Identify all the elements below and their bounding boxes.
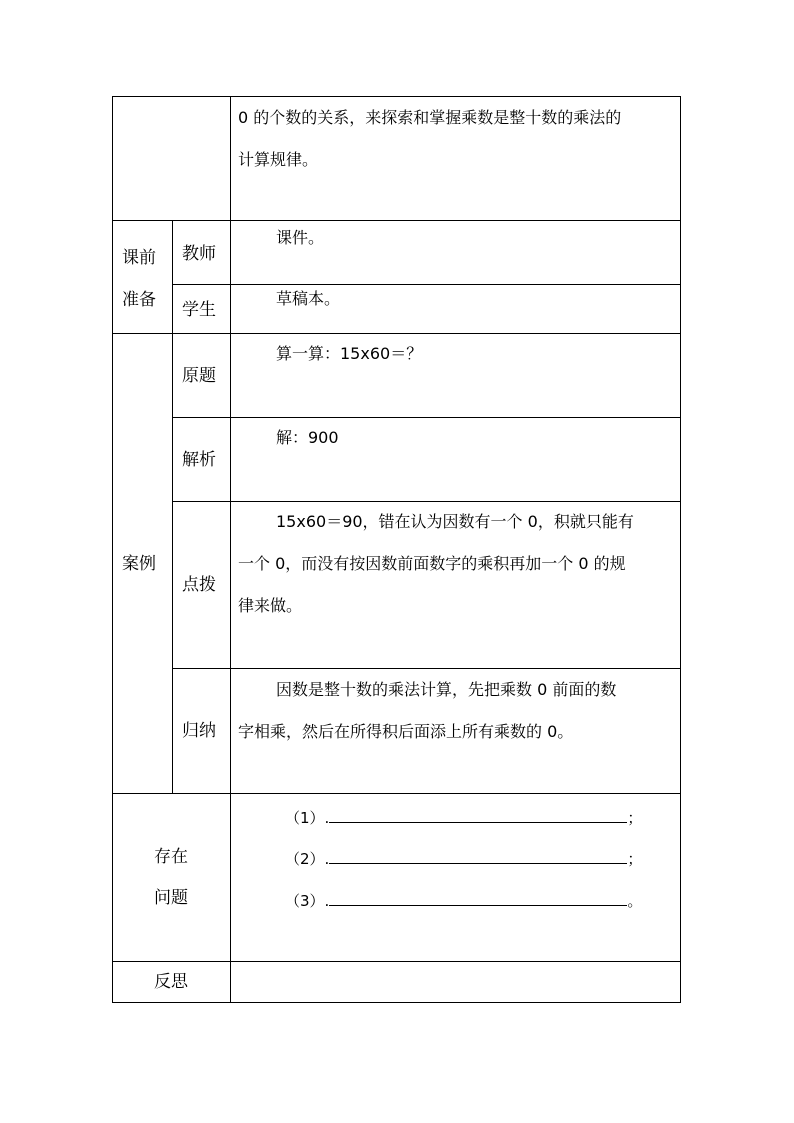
reflection-label: 反思 (154, 972, 188, 992)
row-line (172, 668, 681, 669)
case-label: 案例 (122, 554, 156, 574)
analysis-text: 解：900 (276, 428, 339, 447)
issue-item (285, 847, 642, 870)
issue-number: （2）. (285, 850, 330, 868)
issue-blank-line[interactable] (329, 806, 627, 823)
issues-label: 问题 (154, 888, 188, 908)
issue-end: ； (627, 809, 643, 827)
teacher-label: 教师 (182, 244, 216, 264)
tip-line: 15x60＝90，错在认为因数有一个 0，积就只能有 (276, 512, 634, 531)
teacher-text: 课件。 (276, 228, 325, 247)
issue-item (285, 889, 642, 912)
col-line (172, 220, 173, 793)
issue-item (285, 806, 642, 829)
tip-label: 点拨 (182, 575, 216, 595)
row-line (172, 417, 681, 418)
tip-line: 一个 0，而没有按因数前面数字的乘积再加一个 0 的规 (238, 554, 626, 573)
issue-blank-line[interactable] (329, 889, 627, 906)
issue-blank-line[interactable] (329, 847, 627, 864)
summary-label: 归纳 (182, 721, 216, 741)
prep-label: 准备 (122, 290, 156, 310)
row-line (112, 333, 681, 334)
original-text: 算一算：15x60＝？ (276, 344, 423, 363)
reflection-field[interactable] (231, 962, 680, 1002)
issue-end: 。 (627, 892, 643, 910)
issue-end: ； (627, 850, 643, 868)
student-text: 草稿本。 (276, 289, 341, 308)
intro-line: 0 的个数的关系，来探索和掌握乘数是整十数的乘法的 (238, 108, 622, 127)
row-line (112, 793, 681, 794)
analysis-label: 解析 (182, 450, 216, 470)
row-line (112, 96, 681, 97)
row-line (172, 501, 681, 502)
summary-line: 因数是整十数的乘法计算，先把乘数 0 前面的数 (276, 680, 617, 699)
original-label: 原题 (182, 366, 216, 386)
row-line (112, 1002, 681, 1003)
col-line (680, 96, 681, 1003)
issue-number: （1）. (285, 809, 330, 827)
col-line (230, 96, 231, 1003)
tip-line: 律来做。 (238, 596, 303, 615)
col-line (112, 96, 113, 1003)
summary-line: 字相乘，然后在所得积后面添上所有乘数的 0。 (238, 722, 574, 741)
issues-label: 存在 (154, 847, 188, 867)
student-label: 学生 (182, 300, 216, 320)
prep-label: 课前 (122, 248, 156, 268)
issue-number: （3）. (285, 892, 330, 910)
row-line (112, 220, 681, 221)
intro-line: 计算规律。 (238, 150, 319, 169)
row-line (172, 284, 681, 285)
